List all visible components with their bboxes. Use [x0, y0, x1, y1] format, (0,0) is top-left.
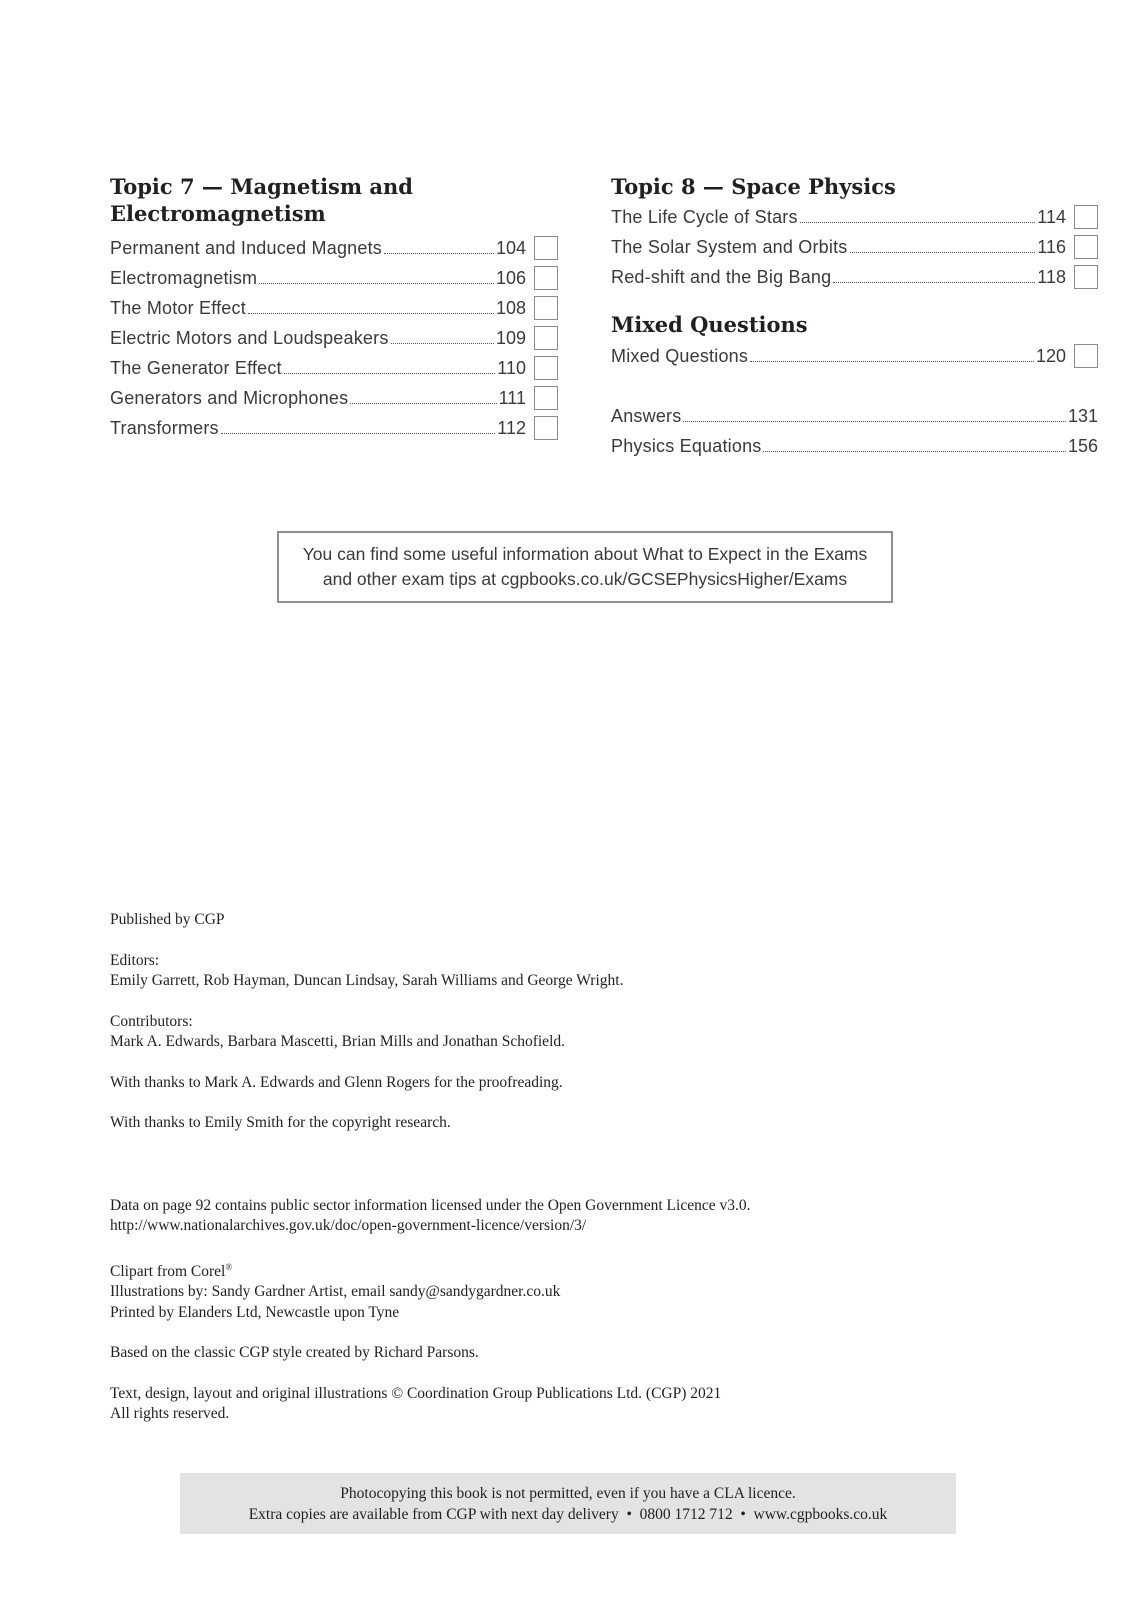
rights-reserved: All rights reserved. — [110, 1405, 230, 1423]
entry-page-number: 131 — [1067, 405, 1098, 426]
mixed-questions-entry-list — [611, 341, 1098, 371]
illustrations-credit: Illustrations by: Sandy Gardner Artist, email sandy@sandygardner.co.uk — [110, 1283, 561, 1301]
topic-7-entry-text — [110, 388, 526, 409]
topic-7-entry — [110, 263, 558, 293]
appendix-entry-text — [611, 436, 1098, 457]
entry-page-number: 109 — [495, 327, 526, 348]
exam-tips-info-box — [277, 531, 893, 603]
contributors-label: Contributors: — [110, 1012, 193, 1030]
topic-7-entry — [110, 353, 558, 383]
progress-checkbox[interactable] — [534, 416, 558, 440]
entry-title: Red-shift and the Big Bang — [611, 266, 832, 287]
data-licence-url: http://www.nationalarchives.gov.uk/doc/open-government-licence/version/3/ — [110, 1217, 587, 1234]
clipart-credit — [110, 1257, 1010, 1283]
progress-checkbox[interactable] — [534, 296, 558, 320]
dot-leader — [384, 253, 494, 254]
registered-mark: ® — [225, 1261, 233, 1272]
progress-checkbox[interactable] — [534, 356, 558, 380]
published-by: Published by CGP — [110, 911, 225, 928]
dot-leader — [750, 361, 1034, 362]
topic-7-entry-text — [110, 268, 526, 289]
editors-names: Emily Garrett, Rob Hayman, Duncan Lindsay, Sarah Williams and George Wright. — [110, 972, 624, 989]
entry-title: Permanent and Induced Magnets — [110, 237, 382, 258]
dot-leader — [763, 451, 1065, 452]
contributors-names: Mark A. Edwards, Barbara Mascetti, Brian Mills and Jonathan Schofield. — [110, 1033, 565, 1050]
mixed-questions-entry — [611, 341, 1098, 371]
dot-leader — [683, 421, 1066, 422]
topic-7-entry — [110, 233, 558, 263]
editors-label: Editors: — [110, 951, 160, 969]
appendix-entry — [611, 401, 1098, 431]
dot-leader — [850, 252, 1036, 253]
progress-checkbox[interactable] — [1074, 265, 1098, 289]
dot-leader — [833, 282, 1035, 283]
mixed-questions-entry-text — [611, 346, 1066, 367]
photocopy-notice-box — [180, 1473, 956, 1534]
topic-7-entry-list — [110, 233, 558, 443]
topic-7-entry-text — [110, 418, 526, 439]
entry-page-number: 106 — [495, 267, 526, 288]
entry-title: Electromagnetism — [110, 267, 258, 288]
dot-leader — [350, 403, 496, 404]
topic-7-entry-text — [110, 328, 526, 349]
dot-leader — [248, 313, 494, 314]
topic-7-heading — [110, 173, 558, 227]
data-licence-line: Data on page 92 contains public sector information licensed under the Open Government Licence v3.0. — [110, 1196, 751, 1214]
topic-8-entry — [611, 232, 1098, 262]
progress-checkbox[interactable] — [534, 236, 558, 260]
topic-7-section — [110, 173, 558, 443]
entry-page-number: 116 — [1037, 236, 1066, 257]
entry-page-number: 120 — [1035, 345, 1066, 366]
appendix-entry-text — [611, 406, 1098, 427]
topic-8-entry-text — [611, 207, 1066, 228]
entry-title: The Life Cycle of Stars — [611, 206, 798, 227]
clipart-credit-text: Clipart from Corel — [110, 1262, 226, 1280]
photocopy-notice-line-1: Photocopying this book is not permitted, even if you have a CLA licence. — [340, 1484, 796, 1502]
entry-page-number: 104 — [495, 237, 526, 258]
entry-page-number: 108 — [495, 297, 526, 318]
copyright-notice: Text, design, layout and original illustrations © Coordination Group Publications Ltd. (CGP) 2021 — [110, 1384, 722, 1402]
entry-title: The Motor Effect — [110, 297, 246, 318]
mixed-questions-heading: Mixed Questions — [611, 312, 808, 337]
entry-page-number: 112 — [497, 417, 526, 438]
progress-checkbox[interactable] — [1074, 235, 1098, 259]
entry-title: Generators and Microphones — [110, 387, 349, 408]
dot-leader — [800, 222, 1036, 223]
topic-8-entry — [611, 202, 1098, 232]
entry-page-number: 111 — [498, 387, 526, 408]
topic-7-entry — [110, 293, 558, 323]
progress-checkbox[interactable] — [1074, 205, 1098, 229]
progress-checkbox[interactable] — [534, 386, 558, 410]
progress-checkbox[interactable] — [1074, 344, 1098, 368]
topic-7-entry — [110, 323, 558, 353]
dot-leader — [391, 343, 494, 344]
entry-title: Answers — [611, 405, 682, 426]
style-credit: Based on the classic CGP style created by Richard Parsons. — [110, 1344, 479, 1362]
topic-8-entry-list — [611, 202, 1098, 292]
entry-title: Transformers — [110, 417, 219, 438]
appendix-entry — [611, 431, 1098, 461]
printer-credit: Printed by Elanders Ltd, Newcastle upon Tyne — [110, 1303, 400, 1321]
appendix-entry-list — [611, 401, 1098, 461]
info-box-line-2: and other exam tips at cgpbooks.co.uk/GCSEPhysicsHigher/Exams — [322, 569, 848, 589]
topic-8-section — [611, 173, 1098, 461]
entry-title: Mixed Questions — [611, 345, 749, 366]
progress-checkbox[interactable] — [534, 266, 558, 290]
topic-7-entry-text — [110, 238, 526, 259]
dot-leader — [259, 283, 494, 284]
entry-title: The Solar System and Orbits — [611, 236, 848, 257]
topic-8-heading: Topic 8 — Space Physics — [611, 174, 896, 199]
entry-page-number: 156 — [1067, 435, 1098, 456]
entry-title: The Generator Effect — [110, 357, 282, 378]
topic-7-heading-line2: Electromagnetism — [110, 201, 326, 226]
copyright-research-thanks: With thanks to Emily Smith for the copyright research. — [110, 1114, 451, 1131]
topic-7-entry — [110, 383, 558, 413]
publication-credits — [110, 910, 1010, 1425]
entry-page-number: 118 — [1037, 266, 1066, 287]
topic-7-entry-text — [110, 298, 526, 319]
dot-leader — [221, 433, 496, 434]
proofreading-thanks: With thanks to Mark A. Edwards and Glenn Rogers for the proofreading. — [110, 1073, 563, 1091]
entry-title: Physics Equations — [611, 435, 762, 456]
progress-checkbox[interactable] — [534, 326, 558, 350]
topic-8-entry-text — [611, 267, 1066, 288]
topic-7-heading-line1: Topic 7 — Magnetism and — [110, 174, 413, 199]
topic-8-entry — [611, 262, 1098, 292]
entry-page-number: 110 — [497, 357, 526, 378]
dot-leader — [284, 373, 496, 374]
topic-7-entry-text — [110, 358, 526, 379]
entry-title: Electric Motors and Loudspeakers — [110, 327, 389, 348]
photocopy-notice-line-2: Extra copies are available from CGP with next day delivery • 0800 1712 712 • www.cgpbooks.co.uk — [248, 1505, 888, 1523]
topic-7-entry — [110, 413, 558, 443]
topic-8-entry-text — [611, 237, 1066, 258]
info-box-line-1: You can find some useful information about What to Expect in the Exams — [302, 544, 868, 564]
entry-page-number: 114 — [1037, 206, 1066, 227]
